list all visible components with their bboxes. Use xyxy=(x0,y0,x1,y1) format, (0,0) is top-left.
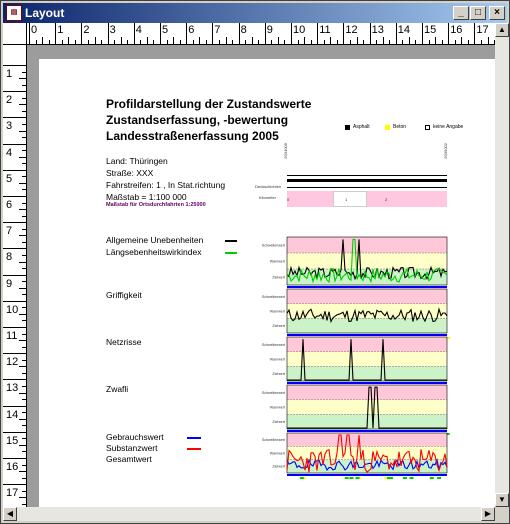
ruler-subtick xyxy=(19,104,27,105)
kilometer-label: Kilometer xyxy=(259,195,276,200)
ruler-number: 15 xyxy=(6,434,19,447)
ruler-tick xyxy=(186,23,187,45)
info-strasse: Straße: XXX xyxy=(106,168,154,178)
km-2-label: 2 xyxy=(385,197,388,202)
ruler-number: 5 xyxy=(6,172,13,185)
condition-charts xyxy=(39,59,495,507)
ruler-subtick xyxy=(19,471,27,472)
ruler-tick xyxy=(3,65,27,66)
condition-strip-marker xyxy=(403,477,407,479)
ruler-corner xyxy=(3,23,27,45)
ruler-number: 17 xyxy=(476,24,489,36)
condition-strip-blue xyxy=(287,334,447,336)
ruler-subtick xyxy=(226,37,227,45)
km-1-label: 1 xyxy=(345,197,348,202)
ruler-subtick xyxy=(19,183,27,184)
ruler-number: 17 xyxy=(6,487,19,500)
ruler-subtick xyxy=(19,366,27,367)
ruler-number: 8 xyxy=(240,24,247,36)
condition-strip-blue xyxy=(287,474,447,476)
ruler-number: 15 xyxy=(424,24,437,36)
info-massstab-ort: Maßstab für Ortsdurchfahrten 1:25000 xyxy=(106,202,206,208)
ruler-subtick xyxy=(68,37,69,45)
ruler-tick xyxy=(81,23,82,45)
km-0-label: 0 xyxy=(287,197,290,202)
vertical-scrollbar[interactable] xyxy=(495,23,509,507)
ruler-tick xyxy=(3,170,27,171)
ruler-subtick xyxy=(19,288,27,289)
none-legend-label: keine Angabe xyxy=(433,124,464,130)
ruler-subtick xyxy=(488,37,489,45)
band-label: Zielwert xyxy=(272,372,285,377)
info-land: Land: Thüringen xyxy=(106,156,168,166)
section-1-label-1: Allgemeine Unebenheiten xyxy=(106,235,204,245)
ruler-tick xyxy=(3,91,27,92)
ruler-number: 1 xyxy=(6,68,13,80)
ruler-number: 11 xyxy=(319,24,331,36)
ruler-number: 6 xyxy=(188,24,195,36)
ruler-number: 13 xyxy=(371,24,384,36)
ruler-tick xyxy=(108,23,109,45)
ruler-number: 9 xyxy=(266,24,273,36)
ruler-number: 10 xyxy=(293,24,306,36)
ruler-number: 3 xyxy=(109,24,116,36)
size-grip[interactable] xyxy=(495,507,509,521)
info-fahrstreifen: Fahrstreifen: 1 , In Stat.richtung xyxy=(106,180,226,190)
section-5-label-2: Substanzwert xyxy=(106,443,158,453)
ruler-number: 10 xyxy=(6,303,19,316)
ruler-subtick xyxy=(173,37,174,45)
ruler-tick xyxy=(29,23,30,45)
maximize-button[interactable]: □ xyxy=(470,6,486,20)
band-warnwert xyxy=(287,400,447,415)
ruler-tick xyxy=(3,432,27,433)
ruler-tick xyxy=(3,379,27,380)
ruler-number: 14 xyxy=(397,24,411,36)
ruler-tick xyxy=(317,23,318,45)
ruler-subtick xyxy=(19,497,27,498)
condition-strip-marker xyxy=(300,477,304,479)
ruler-tick xyxy=(396,23,397,45)
ruler-tick xyxy=(3,275,27,276)
ruler-subtick xyxy=(19,419,27,420)
layout-canvas[interactable] xyxy=(27,45,495,507)
ruler-number: 2 xyxy=(83,24,90,36)
report-title-line-2: Zustandserfassung, -bewertung xyxy=(106,113,289,127)
horizontal-ruler xyxy=(27,23,495,45)
ruler-number: 7 xyxy=(6,225,13,238)
band-label: Schwellenwert xyxy=(261,294,285,299)
ruler-number: 9 xyxy=(6,277,13,290)
section-3-label: Netzrisse xyxy=(106,337,142,347)
band-label: Schwellenwert xyxy=(261,390,285,395)
ruler-number: 8 xyxy=(6,251,13,264)
condition-strip-marker xyxy=(345,477,349,479)
ruler-subtick xyxy=(19,157,27,158)
condition-strip-marker xyxy=(389,477,393,479)
ruler-tick xyxy=(422,23,423,45)
ruler-tick xyxy=(3,458,27,459)
ruler-tick xyxy=(448,23,449,45)
condition-strip-marker xyxy=(437,477,441,479)
ruler-number: 13 xyxy=(6,382,19,395)
ruler-subtick xyxy=(19,314,27,315)
ruler-tick xyxy=(239,23,240,45)
ruler-number: 16 xyxy=(450,24,463,36)
ruler-number: 1 xyxy=(57,24,64,36)
band-schwellenwert xyxy=(287,337,447,352)
ruler-number: 6 xyxy=(6,199,13,211)
band-label: Warnwert xyxy=(269,357,285,362)
scroll-down-button[interactable]: ▼ xyxy=(495,493,509,507)
ruler-tick xyxy=(3,327,27,328)
ruler-tick xyxy=(3,117,27,118)
section-2-label: Griffigkeit xyxy=(106,290,142,300)
ruler-subtick xyxy=(19,340,27,341)
ruler-subtick xyxy=(252,37,253,45)
ruler-number: 2 xyxy=(6,94,13,107)
ruler-tick xyxy=(370,23,371,45)
ruler-subtick xyxy=(19,209,27,210)
band-schwellenwert xyxy=(287,237,447,253)
ruler-tick xyxy=(3,248,27,249)
vertical-ruler xyxy=(3,45,27,507)
info-massstab: Maßstab = 1:100 000 xyxy=(106,192,187,202)
condition-strip-blue xyxy=(287,286,447,288)
band-label: Zielwert xyxy=(272,275,285,280)
condition-strip-blue xyxy=(287,382,447,384)
ruler-tick xyxy=(3,196,27,197)
condition-strip-marker xyxy=(355,477,359,479)
minimize-button[interactable]: _ xyxy=(453,6,469,20)
asphalt-legend-label: Asphalt xyxy=(353,124,370,130)
ruler-subtick xyxy=(19,78,27,79)
ruler-tick xyxy=(3,144,27,145)
node-right-label: 5035002 xyxy=(443,143,448,159)
ruler-subtick xyxy=(19,235,27,236)
band-label: Schwellenwert xyxy=(261,438,285,442)
close-button[interactable]: × xyxy=(489,6,505,20)
report-page xyxy=(39,59,495,507)
ruler-number: 5 xyxy=(162,24,169,36)
condition-strip-marker xyxy=(410,477,414,479)
ruler-number: 14 xyxy=(6,408,19,421)
band-label: Schwellenwert xyxy=(261,243,285,248)
band-warnwert xyxy=(287,253,447,269)
band-schwellenwert xyxy=(287,385,447,400)
ruler-tick xyxy=(265,23,266,45)
ruler-number: 3 xyxy=(6,120,13,133)
ruler-subtick xyxy=(19,393,27,394)
band-schwellenwert xyxy=(287,289,447,304)
section-5-label-1: Gebrauchswert xyxy=(106,432,164,442)
ruler-tick xyxy=(3,301,27,302)
band-warnwert xyxy=(287,352,447,367)
ruler-number: 4 xyxy=(6,146,13,159)
ruler-tick xyxy=(3,484,27,485)
ruler-subtick xyxy=(409,37,410,45)
scroll-up-button[interactable]: ▲ xyxy=(495,23,509,37)
ruler-number: 7 xyxy=(214,24,221,36)
ruler-subtick xyxy=(199,37,200,45)
ruler-tick xyxy=(474,23,475,45)
ruler-tick xyxy=(212,23,213,45)
ruler-number: 4 xyxy=(135,24,142,36)
node-left-label: 5034009 xyxy=(283,143,288,159)
band-schwellenwert xyxy=(287,433,447,446)
ruler-subtick xyxy=(357,37,358,45)
ruler-tick xyxy=(55,23,56,45)
scroll-left-button[interactable]: ◀ xyxy=(3,507,17,521)
ruler-subtick xyxy=(304,37,305,45)
ruler-subtick xyxy=(19,445,27,446)
ruler-subtick xyxy=(19,262,27,263)
graph-app-icon[interactable]: ▤ xyxy=(6,5,22,21)
ruler-tick xyxy=(3,406,27,407)
beton-legend-label: Beton xyxy=(393,124,407,130)
deckschichten-label: Deckschichten xyxy=(255,184,282,189)
ruler-subtick xyxy=(383,37,384,45)
band-label: Schwellenwert xyxy=(261,342,285,347)
ruler-tick xyxy=(291,23,292,45)
band-label: Warnwert xyxy=(269,309,285,314)
band-zielwert xyxy=(287,366,447,381)
ruler-tick xyxy=(3,222,27,223)
section-1-label-2: Längsebenheitswirkindex xyxy=(106,247,202,257)
ruler-subtick xyxy=(461,37,462,45)
band-zielwert xyxy=(287,318,447,333)
band-label: Zielwert xyxy=(272,324,285,329)
ruler-number: 11 xyxy=(6,330,18,342)
band-label: Zielwert xyxy=(272,464,285,469)
ruler-subtick xyxy=(95,37,96,45)
ruler-subtick xyxy=(147,37,148,45)
ruler-subtick xyxy=(435,37,436,45)
ruler-subtick xyxy=(330,37,331,45)
ruler-subtick xyxy=(42,37,43,45)
ruler-number: 0 xyxy=(31,24,38,36)
ruler-tick xyxy=(343,23,344,45)
title-bar[interactable] xyxy=(3,3,507,23)
ruler-tick xyxy=(160,23,161,45)
section-5-label-3: Gesamtwert xyxy=(106,454,152,464)
band-label: Warnwert xyxy=(269,259,285,264)
window-title: Layout xyxy=(25,6,65,20)
section-4-label: Zwafli xyxy=(106,384,129,394)
band-label: Warnwert xyxy=(269,405,285,410)
condition-strip-marker xyxy=(349,477,353,479)
ruler-number: 12 xyxy=(6,356,19,369)
ruler-number: 12 xyxy=(345,24,358,36)
ruler-number: 16 xyxy=(6,461,19,473)
ruler-subtick xyxy=(121,37,122,45)
report-title-line-1: Profildarstellung der Zustandswerte xyxy=(106,97,312,111)
ruler-subtick xyxy=(19,131,27,132)
condition-strip-marker xyxy=(430,477,434,479)
condition-strip-blue xyxy=(287,430,447,432)
band-label: Warnwert xyxy=(269,451,285,456)
ruler-tick xyxy=(134,23,135,45)
scroll-right-button[interactable]: ▶ xyxy=(481,507,495,521)
horizontal-scrollbar[interactable] xyxy=(3,507,495,521)
report-title-line-3: Landesstraßenerfassung 2005 xyxy=(106,129,279,143)
band-zielwert xyxy=(287,460,447,473)
ruler-tick xyxy=(3,353,27,354)
band-label: Zielwert xyxy=(272,420,285,425)
ruler-subtick xyxy=(278,37,279,45)
